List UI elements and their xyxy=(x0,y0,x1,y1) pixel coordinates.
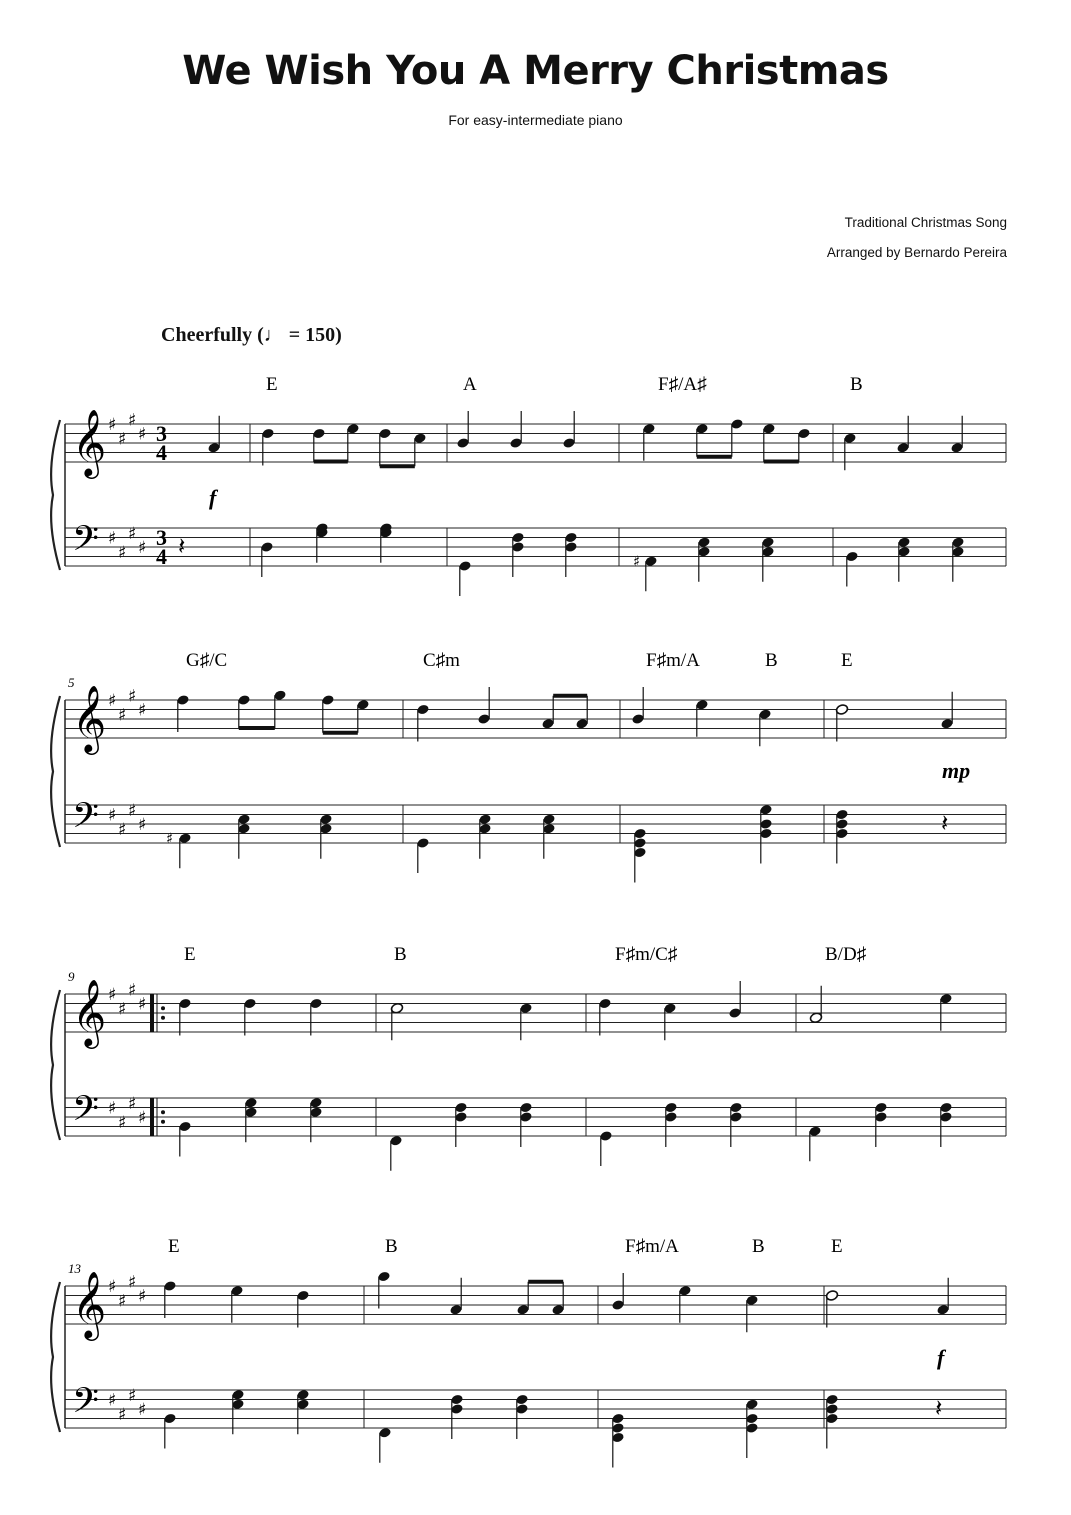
chord-symbol: B xyxy=(850,374,863,395)
key-sharp-icon: ♯ xyxy=(138,538,147,558)
bass-clef-icon: 𝄢 xyxy=(72,795,100,844)
key-sharp-icon: ♯ xyxy=(128,686,137,707)
measure-number: 5 xyxy=(68,675,75,690)
chord-symbol: B/D♯ xyxy=(825,944,867,965)
key-sharp-icon: ♯ xyxy=(138,1400,147,1420)
sharp-accidental-icon: ♯ xyxy=(166,829,174,848)
chord-symbol: A xyxy=(463,374,477,395)
brace xyxy=(51,990,60,1140)
key-sharp-icon: ♯ xyxy=(138,994,147,1015)
time-signature-top: 3 xyxy=(156,525,167,550)
time-signature-top: 3 xyxy=(156,421,167,446)
repeat-dot xyxy=(161,1016,165,1020)
key-sharp-icon: ♯ xyxy=(118,819,127,840)
chord-symbol: G♯/C xyxy=(186,650,228,671)
notes xyxy=(163,411,964,1468)
quarter-rest-icon: 𝄽 xyxy=(941,809,949,837)
time-signature-bottom: 4 xyxy=(156,440,167,465)
chord-symbol: E xyxy=(841,650,853,671)
quarter-note-icon: ♩ xyxy=(263,324,284,346)
quarter-rest-icon: 𝄽 xyxy=(935,1394,943,1422)
key-sharp-icon: ♯ xyxy=(128,523,137,544)
key-sharp-icon: ♯ xyxy=(108,985,117,1005)
sharp-accidental-icon: ♯ xyxy=(633,552,641,571)
chord-symbol: C♯m xyxy=(423,650,460,671)
chord-symbol: F♯m/C♯ xyxy=(615,944,678,965)
key-sharp-icon: ♯ xyxy=(138,700,147,721)
chord-symbol: E xyxy=(168,1236,180,1257)
chord-symbol: F♯/A♯ xyxy=(658,374,707,395)
time-signature-bottom: 4 xyxy=(156,544,167,569)
bass-clef-icon: 𝄢 xyxy=(72,518,100,567)
key-sharp-icon: ♯ xyxy=(108,805,117,826)
key-sharp-icon: ♯ xyxy=(118,705,127,726)
key-sharp-icon: ♯ xyxy=(118,429,127,450)
chord-symbol: B xyxy=(385,1236,398,1257)
bass-clef-icon: 𝄢 xyxy=(72,1380,100,1429)
key-sharp-icon: ♯ xyxy=(138,1108,147,1128)
key-sharp-icon: ♯ xyxy=(128,1093,137,1114)
treble-clef-icon: 𝄞 xyxy=(72,1270,107,1338)
dynamic-marking: mp xyxy=(942,758,971,783)
bass-clef-icon: 𝄢 xyxy=(72,1088,100,1137)
key-sharp-icon: ♯ xyxy=(118,1112,127,1133)
key-sharp-icon: ♯ xyxy=(108,1390,117,1411)
treble-clef-icon: 𝄞 xyxy=(72,408,107,476)
chord-symbol: B xyxy=(394,944,407,965)
repeat-dot xyxy=(161,1120,165,1124)
chord-symbol: E xyxy=(831,1236,843,1257)
measure-number: 13 xyxy=(68,1261,81,1276)
page-subtitle: For easy-intermediate piano xyxy=(448,112,623,128)
key-sharp-icon: ♯ xyxy=(138,424,147,445)
brace xyxy=(51,420,60,570)
staff-lines xyxy=(51,408,1006,1432)
key-sharp-icon: ♯ xyxy=(108,1277,117,1297)
page-title: We Wish You A Merry Christmas xyxy=(182,48,889,94)
repeat-thick-bar xyxy=(150,994,154,1032)
key-sharp-icon: ♯ xyxy=(118,1404,127,1425)
repeat-dot xyxy=(161,1110,165,1114)
key-sharp-icon: ♯ xyxy=(138,815,147,835)
chord-symbol: F♯m/A xyxy=(625,1236,679,1257)
key-sharp-icon: ♯ xyxy=(108,528,117,549)
tempo-marking: Cheerfully (♩ = 150) xyxy=(161,324,342,346)
repeat-thick-bar xyxy=(150,1098,154,1136)
repeat-dot xyxy=(161,1006,165,1010)
tempo-bpm: 150 xyxy=(305,324,336,346)
brace xyxy=(51,1282,60,1432)
key-sharp-icon: ♯ xyxy=(128,980,137,1001)
chord-symbol: B xyxy=(752,1236,765,1257)
dynamic-marking: f xyxy=(209,485,217,510)
chord-symbol: F♯m/A xyxy=(646,650,700,671)
chord-symbol: B xyxy=(765,650,778,671)
measure-number: 9 xyxy=(68,969,75,984)
key-sharp-icon: ♯ xyxy=(118,999,127,1020)
chord-symbol: E xyxy=(184,944,196,965)
treble-clef-icon: 𝄞 xyxy=(72,978,107,1046)
key-sharp-icon: ♯ xyxy=(128,1272,137,1293)
key-sharp-icon: ♯ xyxy=(118,542,127,563)
key-sharp-icon: ♯ xyxy=(118,1291,127,1312)
key-sharp-icon: ♯ xyxy=(108,1098,117,1119)
treble-clef-icon: 𝄞 xyxy=(72,684,107,752)
tempo-label: Cheerfully xyxy=(161,324,253,346)
key-sharp-icon: ♯ xyxy=(108,691,117,711)
score-text xyxy=(68,374,970,1370)
key-sharp-icon: ♯ xyxy=(128,410,137,431)
dynamic-marking: f xyxy=(937,1345,945,1370)
key-sharp-icon: ♯ xyxy=(138,1286,147,1307)
key-sharp-icon: ♯ xyxy=(128,800,137,821)
arranger-credit: Arranged by Bernardo Pereira xyxy=(826,245,1007,260)
quarter-rest-icon: 𝄽 xyxy=(178,532,186,560)
chord-symbol: E xyxy=(266,374,278,395)
brace xyxy=(51,696,60,847)
key-sharp-icon: ♯ xyxy=(108,415,117,435)
key-sharp-icon: ♯ xyxy=(128,1385,137,1406)
composer-credit: Traditional Christmas Song xyxy=(844,215,1007,230)
